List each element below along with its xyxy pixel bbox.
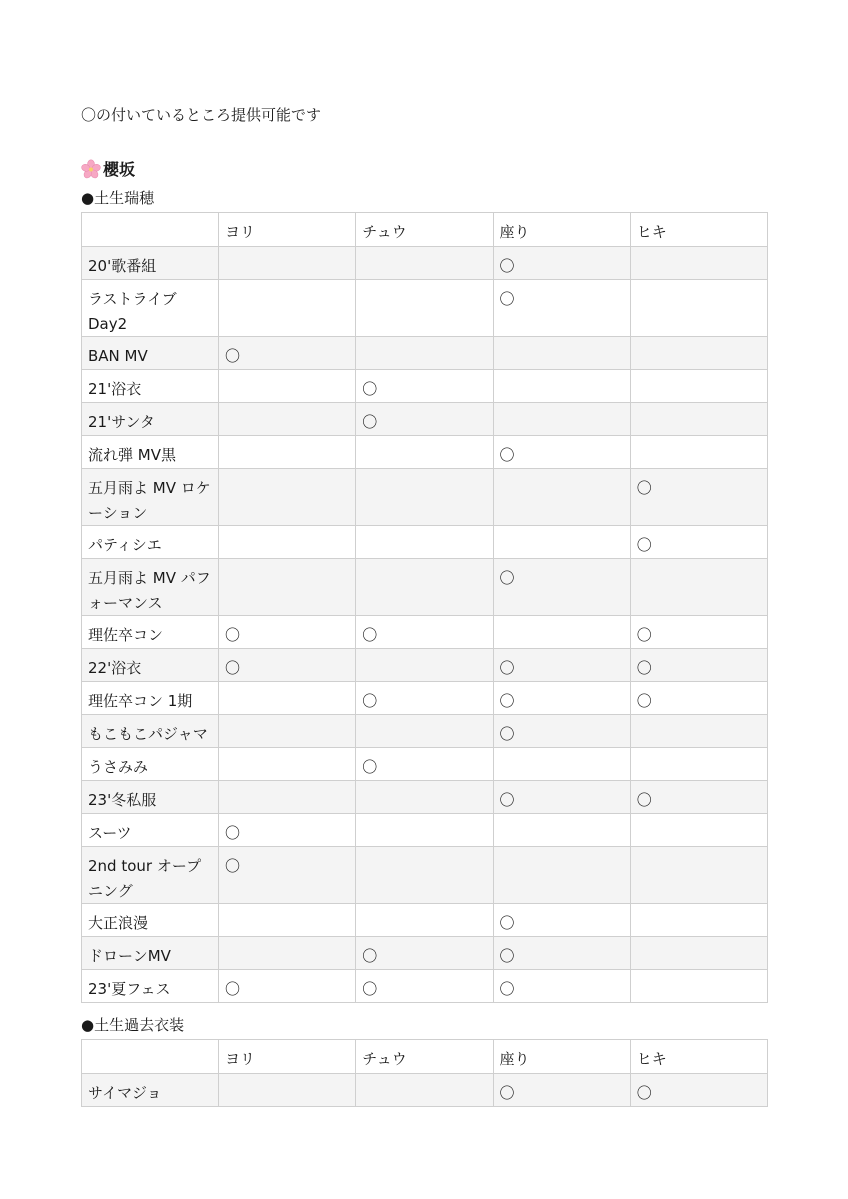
column-header: 座り	[493, 1040, 630, 1074]
costume-table-current	[81, 212, 768, 1003]
column-header: チュウ	[356, 213, 493, 247]
availability-cell-suwari	[493, 616, 630, 649]
costume-name-cell: 21'浴衣	[82, 370, 219, 403]
availability-cell-hiki	[630, 748, 767, 781]
availability-cell-suwari	[493, 403, 630, 436]
availability-cell-chuu	[356, 904, 493, 937]
availability-cell-yori	[219, 781, 356, 814]
availability-cell-suwari: 〇	[493, 781, 630, 814]
availability-cell-hiki	[630, 937, 767, 970]
availability-cell-yori	[219, 559, 356, 616]
costume-name-cell: BAN MV	[82, 337, 219, 370]
costume-name-cell: 23'夏フェス	[82, 970, 219, 1003]
availability-cell-yori: 〇	[219, 649, 356, 682]
availability-cell-hiki: 〇	[630, 781, 767, 814]
availability-cell-yori: 〇	[219, 814, 356, 847]
table-row	[82, 814, 768, 847]
availability-cell-chuu	[356, 814, 493, 847]
costume-name-cell: 20'歌番組	[82, 247, 219, 280]
availability-cell-yori	[219, 1074, 356, 1107]
availability-cell-yori	[219, 715, 356, 748]
availability-cell-chuu	[356, 436, 493, 469]
table-row	[82, 649, 768, 682]
column-header	[82, 1040, 219, 1074]
column-header: ヨリ	[219, 1040, 356, 1074]
table-row	[82, 616, 768, 649]
column-header: チュウ	[356, 1040, 493, 1074]
availability-cell-hiki	[630, 280, 767, 337]
costume-name-cell: 大正浪漫	[82, 904, 219, 937]
costume-name-cell: 2nd tour オープニング	[82, 847, 219, 904]
availability-cell-chuu: 〇	[356, 370, 493, 403]
availability-cell-suwari	[493, 469, 630, 526]
availability-cell-hiki	[630, 403, 767, 436]
table-row	[82, 937, 768, 970]
column-header: ヨリ	[219, 213, 356, 247]
availability-cell-hiki: 〇	[630, 1074, 767, 1107]
availability-cell-yori	[219, 748, 356, 781]
availability-cell-suwari: 〇	[493, 649, 630, 682]
availability-cell-chuu	[356, 1074, 493, 1107]
availability-cell-hiki	[630, 904, 767, 937]
availability-cell-suwari: 〇	[493, 247, 630, 280]
availability-cell-yori	[219, 937, 356, 970]
table-row	[82, 904, 768, 937]
availability-cell-hiki: 〇	[630, 526, 767, 559]
availability-cell-chuu	[356, 247, 493, 280]
availability-cell-hiki: 〇	[630, 616, 767, 649]
availability-cell-yori: 〇	[219, 970, 356, 1003]
costume-name-cell: 理佐卒コン 1期	[82, 682, 219, 715]
availability-cell-chuu	[356, 781, 493, 814]
cherry-blossom-icon	[81, 159, 101, 179]
table-row	[82, 715, 768, 748]
availability-cell-suwari: 〇	[493, 280, 630, 337]
costume-name-cell: もこもこパジャマ	[82, 715, 219, 748]
availability-cell-yori	[219, 904, 356, 937]
availability-cell-suwari	[493, 748, 630, 781]
availability-cell-chuu: 〇	[356, 970, 493, 1003]
availability-cell-chuu	[356, 559, 493, 616]
table-row	[82, 748, 768, 781]
availability-cell-suwari: 〇	[493, 682, 630, 715]
availability-cell-chuu: 〇	[356, 682, 493, 715]
availability-cell-suwari	[493, 814, 630, 847]
table-row	[82, 247, 768, 280]
table-row	[82, 469, 768, 526]
column-header: ヒキ	[630, 1040, 767, 1074]
column-header: ヒキ	[630, 213, 767, 247]
availability-cell-yori: 〇	[219, 847, 356, 904]
availability-cell-suwari	[493, 370, 630, 403]
costume-name-cell: うさみみ	[82, 748, 219, 781]
header-row	[82, 213, 768, 247]
costume-name-cell: ラストライブ Day2	[82, 280, 219, 337]
availability-cell-hiki	[630, 247, 767, 280]
availability-cell-suwari	[493, 526, 630, 559]
availability-cell-suwari	[493, 337, 630, 370]
availability-cell-chuu	[356, 715, 493, 748]
availability-cell-chuu	[356, 526, 493, 559]
column-header: 座り	[493, 213, 630, 247]
table-row	[82, 403, 768, 436]
availability-cell-hiki	[630, 715, 767, 748]
availability-cell-yori	[219, 247, 356, 280]
costume-table-past	[81, 1039, 768, 1107]
availability-cell-yori	[219, 526, 356, 559]
costume-name-cell: 22'浴衣	[82, 649, 219, 682]
availability-cell-hiki	[630, 370, 767, 403]
costume-name-cell: パティシエ	[82, 526, 219, 559]
costume-name-cell: ドローンMV	[82, 937, 219, 970]
availability-cell-hiki	[630, 337, 767, 370]
availability-cell-yori	[219, 403, 356, 436]
availability-cell-chuu	[356, 847, 493, 904]
table-row	[82, 280, 768, 337]
availability-cell-suwari: 〇	[493, 970, 630, 1003]
costume-name-cell: スーツ	[82, 814, 219, 847]
availability-cell-suwari: 〇	[493, 715, 630, 748]
costume-name-cell: サイマジョ	[82, 1074, 219, 1107]
availability-cell-hiki: 〇	[630, 649, 767, 682]
availability-cell-hiki	[630, 970, 767, 1003]
section-title	[81, 157, 135, 180]
table-row	[82, 847, 768, 904]
column-header	[82, 213, 219, 247]
availability-cell-hiki: 〇	[630, 469, 767, 526]
availability-cell-hiki	[630, 436, 767, 469]
table2-title: ●土生過去衣装	[81, 1016, 185, 1034]
availability-cell-yori	[219, 469, 356, 526]
availability-cell-hiki	[630, 847, 767, 904]
availability-cell-suwari: 〇	[493, 904, 630, 937]
table-row	[82, 682, 768, 715]
intro-text: 〇の付いているところ提供可能です	[81, 106, 322, 124]
availability-cell-suwari: 〇	[493, 436, 630, 469]
availability-cell-chuu: 〇	[356, 403, 493, 436]
availability-cell-hiki: 〇	[630, 682, 767, 715]
costume-name-cell: 流れ弾 MV黒	[82, 436, 219, 469]
availability-cell-chuu: 〇	[356, 748, 493, 781]
costume-name-cell: 21'サンタ	[82, 403, 219, 436]
table-row	[82, 781, 768, 814]
header-row	[82, 1040, 768, 1074]
availability-cell-yori	[219, 280, 356, 337]
costume-name-cell: 五月雨よ MV ロケーション	[82, 469, 219, 526]
costume-name-cell: 23'冬私服	[82, 781, 219, 814]
table-row	[82, 1074, 768, 1107]
availability-cell-chuu: 〇	[356, 616, 493, 649]
availability-cell-hiki	[630, 814, 767, 847]
availability-cell-chuu	[356, 337, 493, 370]
table-row	[82, 436, 768, 469]
section-title-text: 櫻坂	[103, 160, 136, 179]
availability-cell-suwari: 〇	[493, 559, 630, 616]
table-row	[82, 526, 768, 559]
table-row	[82, 970, 768, 1003]
table1-title: ●土生瑞穂	[81, 189, 155, 207]
availability-cell-yori	[219, 370, 356, 403]
availability-cell-suwari	[493, 847, 630, 904]
availability-cell-suwari: 〇	[493, 1074, 630, 1107]
availability-cell-hiki	[630, 559, 767, 616]
table-row	[82, 337, 768, 370]
availability-cell-yori: 〇	[219, 616, 356, 649]
availability-cell-chuu: 〇	[356, 937, 493, 970]
availability-cell-yori	[219, 436, 356, 469]
availability-cell-chuu	[356, 649, 493, 682]
costume-name-cell: 理佐卒コン	[82, 616, 219, 649]
availability-cell-chuu	[356, 469, 493, 526]
availability-cell-chuu	[356, 280, 493, 337]
table-row	[82, 370, 768, 403]
availability-cell-yori	[219, 682, 356, 715]
table-row	[82, 559, 768, 616]
availability-cell-yori: 〇	[219, 337, 356, 370]
costume-name-cell: 五月雨よ MV パフォーマンス	[82, 559, 219, 616]
availability-cell-suwari: 〇	[493, 937, 630, 970]
